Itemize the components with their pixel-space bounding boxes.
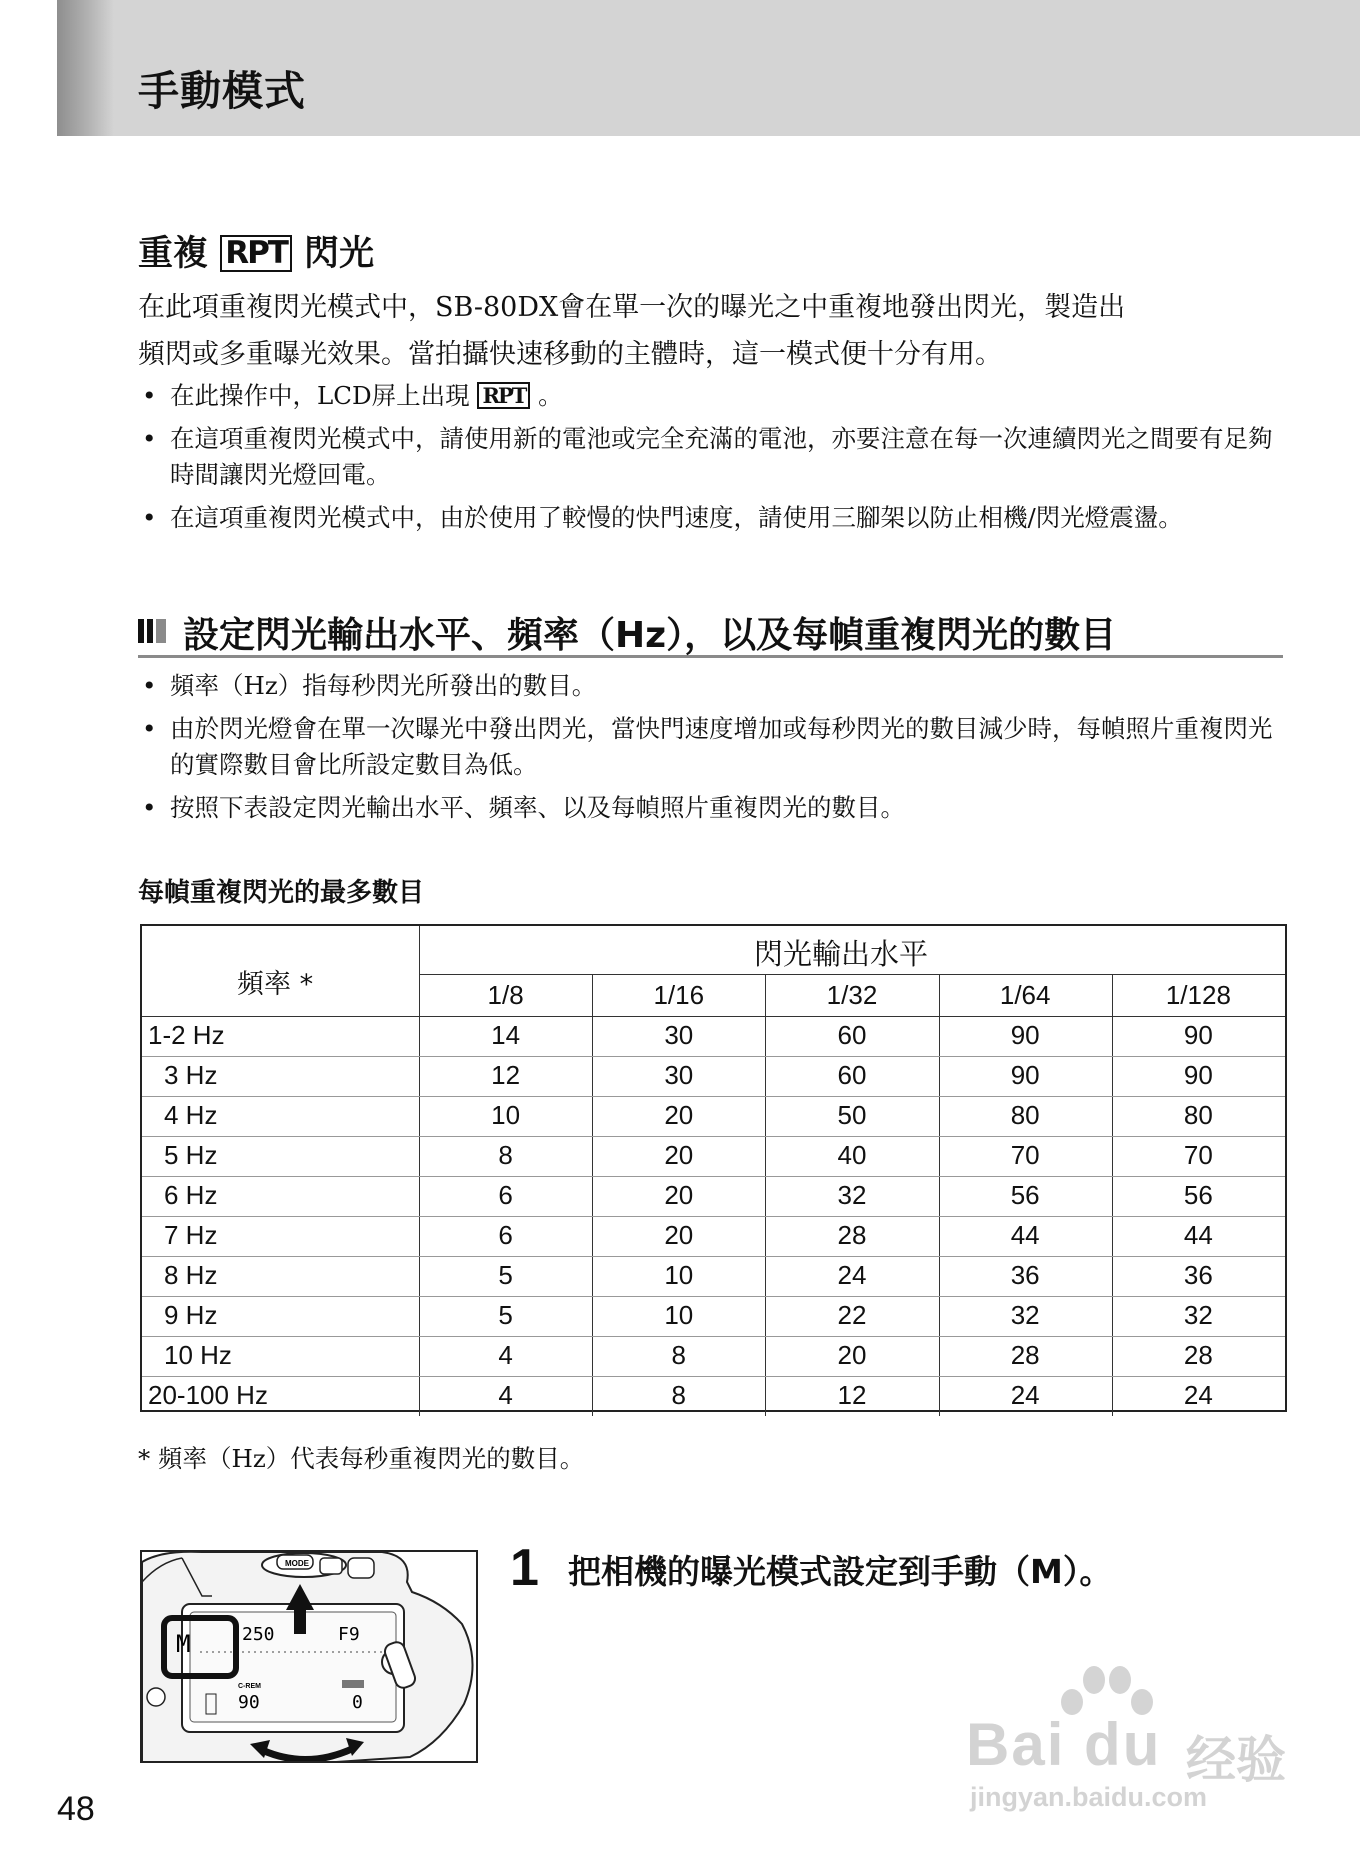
- mode-button-label: MODE: [285, 1559, 309, 1568]
- bullet-text: 頻率（Hz）指每秒閃光所發出的數目。: [170, 671, 597, 700]
- table-cell: 28: [1010, 1340, 1040, 1370]
- baidu-jingyan-watermark: [960, 1662, 1290, 1812]
- bullet-icon: •: [142, 381, 157, 410]
- table-row-label: 8 Hz: [164, 1260, 218, 1290]
- table-row-label: 6 Hz: [164, 1180, 218, 1210]
- list-item: [138, 711, 1288, 783]
- lcd-shutter-speed: 250: [242, 1624, 275, 1645]
- table-cell: 12: [491, 1060, 521, 1090]
- table-cell: 28: [1183, 1340, 1213, 1370]
- list-item: [138, 790, 1288, 826]
- bullet-text: 在這項重複閃光模式中，請使用新的電池或完全充滿的電池，亦要注意在每一次連續閃光之間要有足夠時間讓閃光燈回電。: [170, 424, 1273, 489]
- table-cell: 50: [837, 1100, 867, 1130]
- table-row-divider: [142, 1216, 1285, 1217]
- table-row-divider: [142, 1136, 1285, 1137]
- lcd-aperture: F9: [338, 1624, 360, 1645]
- table-cell: 8: [671, 1380, 687, 1410]
- watermark-url: jingyan.baidu.com: [970, 1782, 1208, 1812]
- table-cell: 90: [1183, 1060, 1213, 1090]
- table-cell: 56: [1183, 1180, 1213, 1210]
- table-cell: 10: [664, 1300, 694, 1330]
- table-cell: 36: [1183, 1260, 1213, 1290]
- table-row-label: 1-2 Hz: [148, 1020, 225, 1050]
- lcd-crem-label: C-REM: [238, 1683, 261, 1690]
- table-cell: 60: [837, 1020, 867, 1050]
- table-cell: 90: [1010, 1020, 1040, 1050]
- table-header-divider: [419, 974, 1285, 975]
- list-item: [138, 500, 1288, 536]
- table-header-frequency: 頻率 *: [237, 969, 314, 1000]
- camera-illustration: [140, 1550, 478, 1763]
- table-cell: 4: [498, 1340, 513, 1370]
- repeat-flash-table: [140, 924, 1287, 1412]
- table-cell: 32: [1183, 1300, 1213, 1330]
- table-cell: 20: [664, 1220, 694, 1250]
- table-cell: 12: [837, 1380, 867, 1410]
- bullet-text-suffix: 。: [538, 381, 563, 410]
- table-row-label: 7 Hz: [164, 1220, 218, 1250]
- table-row-divider: [142, 1256, 1285, 1257]
- table-cell: 70: [1183, 1140, 1213, 1170]
- section2-title: 設定閃光輸出水平、頻率（Hz），以及每幀重複閃光的數目: [183, 615, 1117, 656]
- table-column-header: 1/128: [1165, 980, 1231, 1010]
- bullet-text: 在這項重複閃光模式中，由於使用了較慢的快門速度，請使用三腳架以防止相機/閃光燈震盪。: [170, 503, 1183, 532]
- table-row-divider: [142, 1296, 1285, 1297]
- lcd-crem-value: 90: [238, 1692, 260, 1713]
- table-cell: 36: [1010, 1260, 1040, 1290]
- table-cell: 5: [498, 1260, 513, 1290]
- intro-paragraph: [138, 284, 1288, 378]
- table-cell: 60: [837, 1060, 867, 1090]
- table-cell: 20: [837, 1340, 867, 1370]
- table-row-divider: [142, 1376, 1285, 1377]
- table-cell: 32: [837, 1180, 867, 1210]
- table-cell: 70: [1010, 1140, 1040, 1170]
- rpt-icon: RPT: [477, 382, 530, 409]
- table-cell: 24: [1010, 1380, 1040, 1410]
- table-cell: 5: [498, 1300, 513, 1330]
- chapter-title: 手動模式: [138, 67, 306, 115]
- section-title-repeating-flash: [138, 226, 374, 276]
- table-cell: 10: [664, 1260, 694, 1290]
- table-cell: 30: [664, 1020, 694, 1050]
- table-row-divider: [142, 1176, 1285, 1177]
- table-row-label: 9 Hz: [164, 1300, 218, 1330]
- table-column-header: 1/16: [653, 980, 705, 1010]
- list-item: [138, 378, 1288, 414]
- table-cell: 32: [1010, 1300, 1040, 1330]
- camera-top-view-icon: [142, 1552, 478, 1763]
- table-column-header: 1/8: [487, 980, 524, 1010]
- table-cell: 24: [837, 1260, 867, 1290]
- section-marker-icon: [138, 619, 168, 643]
- table-cell: 20: [664, 1140, 694, 1170]
- table-cell: 20: [664, 1100, 694, 1130]
- table-row-label: 4 Hz: [164, 1100, 218, 1130]
- table-cell: 8: [498, 1140, 513, 1170]
- table-cell: 4: [498, 1380, 513, 1410]
- step-text: 把相機的曝光模式設定到手動（M）。: [568, 1552, 1113, 1591]
- table-cell: 44: [1183, 1220, 1213, 1250]
- section2-heading: [138, 603, 1283, 658]
- table-cell: 6: [498, 1220, 513, 1250]
- table-cell: 24: [1183, 1380, 1213, 1410]
- table-cell: 8: [671, 1340, 687, 1370]
- table-cell: 80: [1010, 1100, 1040, 1130]
- intro-line-1: 在此項重複閃光模式中，SB-80DX會在單一次的曝光之中重複地發出閃光，製造出: [138, 292, 1126, 323]
- rpt-icon: RPT: [220, 235, 292, 272]
- watermark-brand: 经验: [1186, 1731, 1286, 1789]
- table-row-label: 5 Hz: [164, 1140, 218, 1170]
- table-cell: 20: [664, 1180, 694, 1210]
- table-cell: 30: [664, 1060, 694, 1090]
- table-cell: 22: [837, 1300, 867, 1330]
- page-number: 48: [57, 1790, 95, 1828]
- table-header-bottom-rule: [142, 1016, 1285, 1017]
- table-cell: 14: [491, 1020, 521, 1050]
- bullet-icon: •: [142, 714, 157, 743]
- table-cell: 10: [491, 1100, 521, 1130]
- table-cell: 56: [1010, 1180, 1040, 1210]
- section-title-prefix: 重複: [138, 234, 209, 274]
- section2-bullet-list: [138, 668, 1288, 833]
- table-cell: 80: [1183, 1100, 1213, 1130]
- table-row-divider: [142, 1096, 1285, 1097]
- list-item: [138, 668, 1288, 704]
- list-item: [138, 421, 1288, 493]
- intro-line-2: 頻閃或多重曝光效果。當拍攝快速移動的主體時，這一模式便十分有用。: [138, 339, 1002, 370]
- table-row-label: 3 Hz: [164, 1060, 218, 1090]
- table-cell: 44: [1010, 1220, 1040, 1250]
- table-cell: 90: [1183, 1020, 1213, 1050]
- table-row-label: 20-100 Hz: [148, 1380, 268, 1410]
- section-title-suffix: 閃光: [304, 234, 375, 274]
- table-cell: 6: [498, 1180, 513, 1210]
- table-title: 每幀重複閃光的最多數目: [138, 878, 425, 908]
- bullet-text: 按照下表設定閃光輸出水平、頻率、以及每幀照片重複閃光的數目。: [170, 793, 905, 822]
- lcd-frame-count: 0: [352, 1692, 363, 1713]
- lcd-mode-indicator: M: [176, 1630, 191, 1658]
- chapter-header-shade: [57, 0, 114, 136]
- table-row-divider: [142, 1336, 1285, 1337]
- step-number: 1: [510, 1539, 539, 1597]
- table-row-divider: [142, 1056, 1285, 1057]
- bullet-text-prefix: 在此操作中，LCD屏上出現: [170, 381, 470, 410]
- table-cell: 28: [837, 1220, 867, 1250]
- section1-bullet-list: [138, 378, 1288, 543]
- bullet-icon: •: [142, 503, 157, 532]
- bullet-icon: •: [142, 424, 157, 453]
- table-column-header: 1/32: [826, 980, 878, 1010]
- table-footnote: * 頻率（Hz）代表每秒重複閃光的數目。: [138, 1444, 585, 1473]
- bullet-text: 由於閃光燈會在單一次曝光中發出閃光，當快門速度增加或每秒閃光的數目減少時，每幀照片重複閃光的實際數目會比所設定數目為低。: [170, 714, 1273, 779]
- bullet-icon: •: [142, 793, 157, 822]
- table-cell: 40: [837, 1140, 867, 1170]
- watermark-logo: Bai du: [966, 1711, 1162, 1778]
- table-header-output-level: 閃光輸出水平: [754, 937, 929, 971]
- table-row-label: 10 Hz: [164, 1340, 232, 1370]
- table-cell: 90: [1010, 1060, 1040, 1090]
- table-column-header: 1/64: [999, 980, 1051, 1010]
- bullet-icon: •: [142, 671, 157, 700]
